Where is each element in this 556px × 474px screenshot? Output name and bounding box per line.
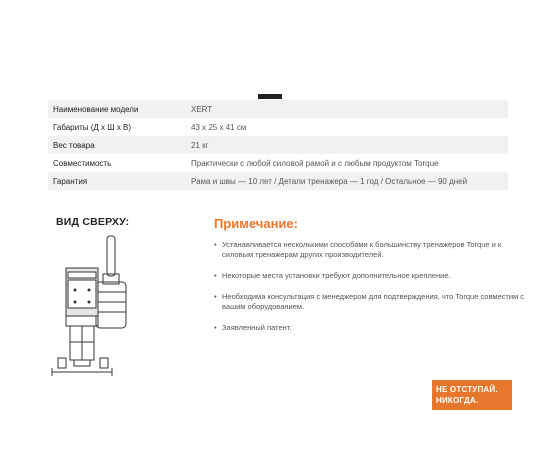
note-list (214, 240, 526, 344)
spec-value: XERT (186, 100, 508, 118)
spec-row (48, 172, 508, 190)
note-item: • Некоторые места установки требуют дополнительное крепление. (214, 271, 526, 281)
spec-key: Наименование модели (48, 100, 186, 118)
spec-key: Гарантия (48, 172, 186, 190)
spec-key: Вес товара (48, 136, 186, 154)
top-view-drawing (44, 232, 134, 380)
spec-key: Габариты (Д х Ш х В) (53, 122, 132, 132)
spec-value: Рама и швы — 10 лет / Детали тренажера — 1 год / Остальное — 90 дней (186, 172, 508, 190)
note-title: Примечание: (214, 216, 298, 231)
spec-row (48, 100, 508, 118)
spec-row (48, 154, 508, 172)
decorative-mark (258, 94, 282, 99)
top-view-title: ВИД СВЕРХУ: (56, 216, 130, 228)
spec-table (48, 100, 508, 190)
note-item: • Необходима консультация с менеджером для подтверждения, что Torque совместим с вашим оборудованием. (214, 292, 526, 312)
spec-row (48, 118, 508, 136)
spec-value: 43 х 25 х 41 см (191, 122, 247, 132)
note-item: • Заявленный патент. (214, 323, 526, 333)
note-item: • Устанавливается несколькими способами к большинству тренажеров Torque и к силовым тренажерам других производителей. (214, 240, 526, 260)
slogan-badge (432, 380, 512, 410)
spec-value: 21 кг (186, 136, 508, 154)
spec-key: Совместимость (53, 158, 112, 168)
slogan-line: НИКОГДА. (436, 396, 479, 405)
spec-value: Практически с любой силовой рамой и с любым продуктом Torque (191, 158, 439, 168)
slogan-line: НЕ ОТСТУПАЙ. (436, 385, 498, 394)
spec-row (48, 136, 508, 154)
